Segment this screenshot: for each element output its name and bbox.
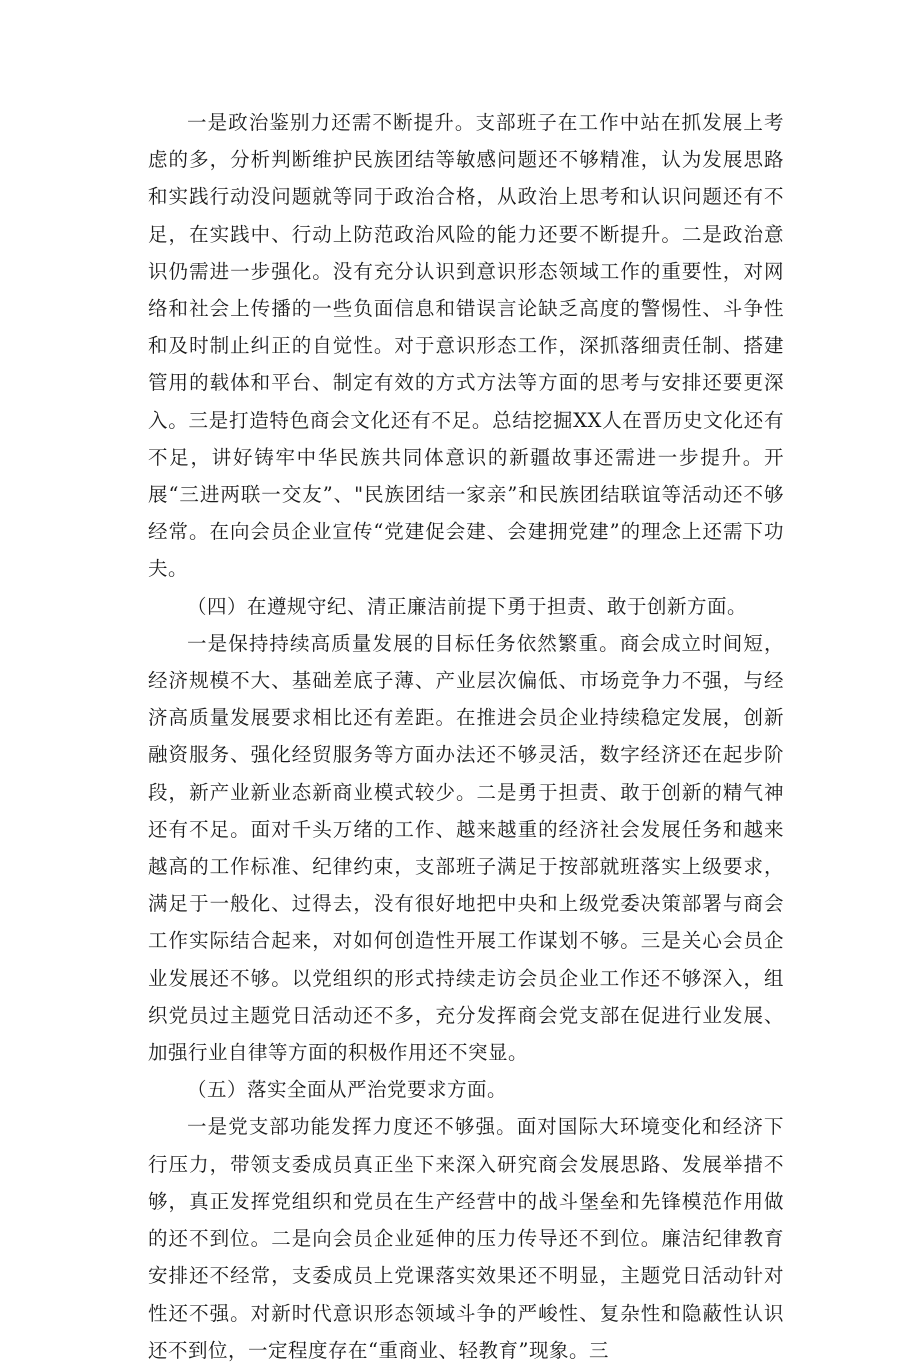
paragraph-political-discernment: 一是政治鉴别力还需不断提升。支部班子在工作中站在抓发展上考虑的多，分析判断维护民族团结等敏感问题还不够精准，认为发展思路和实践行动没问题就等同于政治合格，从政治上思考和认识问题还有不足，在实践中、行动上防范政治风险的能力还要不断提升。二是政治意识仍需进一步强化。没有充分认识到意识形态领域工作的重要性，对网络和社会上传播的一些负面信息和错误言论缺乏高度的警惕性、斗争性和及时制止纠正的自觉性。对于意识形态工作，深抓落细责任制、搭建管用的载体和平台、制定有效的方式方法等方面的思考与安排还要更深入。三是打造特色商会文化还有不足。总结挖掘XX人在晋历史文化还有不足，讲好铸牢中华民族共同体意识的新疆故事还需进一步提升。开展“三进两联一交友”、"民族团结一家亲”和民族团结联谊等活动还不够经常。在向会员企业宣传“党建促会建、会建拥党建”的理念上还需下功夫。 xyxy=(148,111,784,581)
paragraph-high-quality-development: 一是保持持续高质量发展的目标任务依然繁重。商会成立时间短，经济规模不大、基础差底子薄、产业层次偏低、市场竞争力不强，与经济高质量发展要求相比还有差距。在推进会员企业持续稳定发展，创新融资服务、强化经贸服务等方面办法还不够灵活，数字经济还在起步阶段，新产业新业态新商业模式较少。二是勇于担责、敢于创新的精气神还有不足。面对千头万绪的工作、越来越重的经济社会发展任务和越来越高的工作标准、纪律约束，支部班子满足于按部就班落实上级要求，满足于一般化、过得去，没有很好地把中央和上级党委决策部署与商会工作实际结合起来，对如何创造性开展工作谋划不够。三是关心会员企业发展还不够。以党组织的形式持续走访会员企业工作还不够深入，组织党员过主题党日活动还不多，充分发挥商会党支部在促进行业发展、加强行业自律等方面的积极作用还不突显。 xyxy=(148,631,784,1065)
paragraph-party-branch-function: 一是党支部功能发挥力度还不够强。面对国际大环境变化和经济下行压力，带领支委成员真正坐下来深入研究商会发展思路、发展举措不够，真正发挥党组织和党员在生产经营中的战斗堡垒和先锋模范作用做的还不到位。二是向会员企业延伸的压力传导还不到位。廉洁纪律教育安排还不经常，支委成员上党课落实效果还不明显，主题党日活动针对性还不强。对新时代意识形态领域斗争的严峻性、复杂性和隐蔽性认识还不到位，一定程度存在“重商业、轻教育”现象。三 xyxy=(148,1115,784,1362)
section-heading-5: （五）落实全面从严治党要求方面。 xyxy=(187,1078,508,1102)
section-heading-4: （四）在遵规守纪、清正廉洁前提下勇于担责、敢于创新方面。 xyxy=(187,594,748,618)
